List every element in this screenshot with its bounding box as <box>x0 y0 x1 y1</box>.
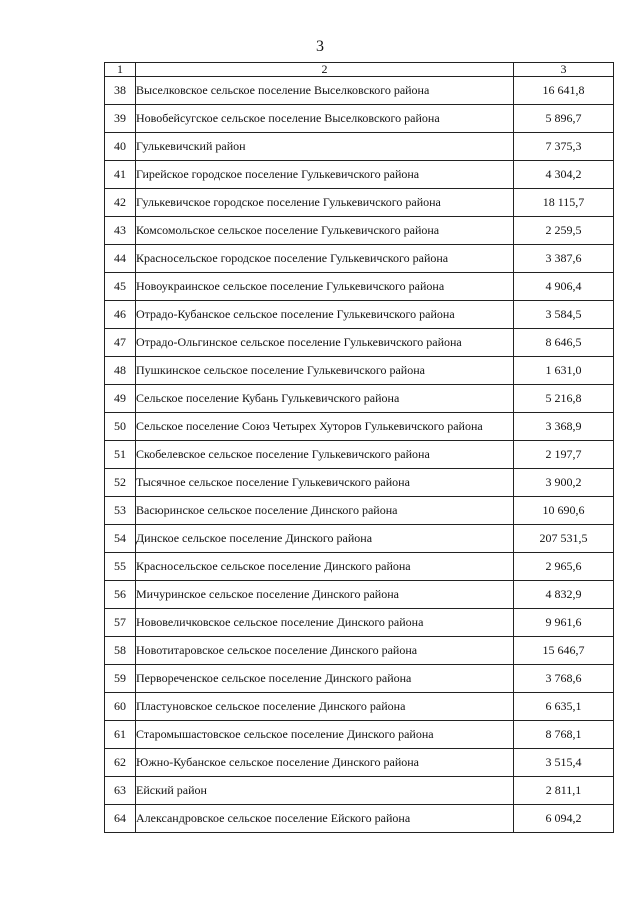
municipality-name-cell: Южно-Кубанское сельское поселение Динского района <box>136 749 514 777</box>
municipality-name-cell: Гирейское городское поселение Гулькевичского района <box>136 161 514 189</box>
row-number-cell: 59 <box>105 665 136 693</box>
table-row <box>105 441 614 469</box>
row-number-cell: 60 <box>105 693 136 721</box>
page-number: 3 <box>316 38 324 55</box>
row-number-cell: 63 <box>105 777 136 805</box>
table-row <box>105 245 614 273</box>
row-number-cell: 64 <box>105 805 136 833</box>
amount-cell: 5 216,8 <box>514 385 614 413</box>
row-number-cell: 43 <box>105 217 136 245</box>
table-row <box>105 329 614 357</box>
row-number-cell: 44 <box>105 245 136 273</box>
table-row <box>105 693 614 721</box>
data-table <box>104 62 614 833</box>
amount-cell: 3 387,6 <box>514 245 614 273</box>
table-row <box>105 777 614 805</box>
municipality-name-cell: Комсомольское сельское поселение Гулькевичского района <box>136 217 514 245</box>
amount-cell: 4 304,2 <box>514 161 614 189</box>
municipality-name-cell: Мичуринское сельское поселение Динского района <box>136 581 514 609</box>
row-number-cell: 50 <box>105 413 136 441</box>
municipality-name-cell: Отрадо-Кубанское сельское поселение Гулькевичского района <box>136 301 514 329</box>
municipality-name-cell: Отрадо-Ольгинское сельское поселение Гулькевичского района <box>136 329 514 357</box>
amount-cell: 2 811,1 <box>514 777 614 805</box>
table-row <box>105 525 614 553</box>
row-number-cell: 42 <box>105 189 136 217</box>
municipality-name-cell: Александровское сельское поселение Ейского района <box>136 805 514 833</box>
row-number-cell: 56 <box>105 581 136 609</box>
municipality-name-cell: Ейский район <box>136 777 514 805</box>
amount-cell: 2 259,5 <box>514 217 614 245</box>
table-row <box>105 469 614 497</box>
municipality-name-cell: Сельское поселение Кубань Гулькевичского района <box>136 385 514 413</box>
municipality-name-cell: Сельское поселение Союз Четырех Хуторов Гулькевичского района <box>136 413 514 441</box>
row-number-cell: 38 <box>105 77 136 105</box>
municipality-name-cell: Пластуновское сельское поселение Динского района <box>136 693 514 721</box>
row-number-cell: 51 <box>105 441 136 469</box>
table-row <box>105 581 614 609</box>
row-number-cell: 54 <box>105 525 136 553</box>
row-number-cell: 39 <box>105 105 136 133</box>
row-number-cell: 48 <box>105 357 136 385</box>
table-row <box>105 217 614 245</box>
table-row <box>105 133 614 161</box>
table-row <box>105 749 614 777</box>
table-row <box>105 721 614 749</box>
amount-cell: 7 375,3 <box>514 133 614 161</box>
amount-cell: 3 584,5 <box>514 301 614 329</box>
municipality-name-cell: Пушкинское сельское поселение Гулькевичского района <box>136 357 514 385</box>
table-row <box>105 413 614 441</box>
municipality-name-cell: Гулькевичский район <box>136 133 514 161</box>
table-row <box>105 273 614 301</box>
municipality-name-cell: Выселковское сельское поселение Выселковского района <box>136 77 514 105</box>
amount-cell: 3 768,6 <box>514 665 614 693</box>
table-row <box>105 161 614 189</box>
table-body <box>105 77 614 833</box>
amount-cell: 16 641,8 <box>514 77 614 105</box>
municipality-name-cell: Красносельское сельское поселение Динского района <box>136 553 514 581</box>
table-row <box>105 189 614 217</box>
municipality-name-cell: Нововеличковское сельское поселение Динского района <box>136 609 514 637</box>
amount-cell: 4 832,9 <box>514 581 614 609</box>
row-number-cell: 45 <box>105 273 136 301</box>
column-header-1: 1 <box>105 63 136 77</box>
row-number-cell: 47 <box>105 329 136 357</box>
amount-cell: 1 631,0 <box>514 357 614 385</box>
municipality-name-cell: Новотитаровское сельское поселение Динского района <box>136 637 514 665</box>
amount-cell: 9 961,6 <box>514 609 614 637</box>
amount-cell: 8 768,1 <box>514 721 614 749</box>
municipality-name-cell: Первореченское сельское поселение Динского района <box>136 665 514 693</box>
table-row <box>105 609 614 637</box>
municipality-name-cell: Красносельское городское поселение Гулькевичского района <box>136 245 514 273</box>
municipality-name-cell: Новоукраинское сельское поселение Гулькевичского района <box>136 273 514 301</box>
amount-cell: 3 900,2 <box>514 469 614 497</box>
municipality-name-cell: Старомышастовское сельское поселение Динского района <box>136 721 514 749</box>
table-row <box>105 553 614 581</box>
table-row <box>105 357 614 385</box>
amount-cell: 10 690,6 <box>514 497 614 525</box>
municipality-name-cell: Новобейсугское сельское поселение Выселковского района <box>136 105 514 133</box>
table-header-row <box>105 63 614 77</box>
table-row <box>105 301 614 329</box>
table-row <box>105 77 614 105</box>
amount-cell: 18 115,7 <box>514 189 614 217</box>
municipality-name-cell: Скобелевское сельское поселение Гулькевичского района <box>136 441 514 469</box>
table-row <box>105 385 614 413</box>
amount-cell: 4 906,4 <box>514 273 614 301</box>
amount-cell: 6 094,2 <box>514 805 614 833</box>
row-number-cell: 57 <box>105 609 136 637</box>
row-number-cell: 62 <box>105 749 136 777</box>
row-number-cell: 61 <box>105 721 136 749</box>
table-row <box>105 105 614 133</box>
row-number-cell: 49 <box>105 385 136 413</box>
amount-cell: 6 635,1 <box>514 693 614 721</box>
municipality-name-cell: Динское сельское поселение Динского района <box>136 525 514 553</box>
amount-cell: 2 197,7 <box>514 441 614 469</box>
column-header-3: 3 <box>514 63 614 77</box>
row-number-cell: 40 <box>105 133 136 161</box>
amount-cell: 15 646,7 <box>514 637 614 665</box>
municipality-name-cell: Васюринское сельское поселение Динского района <box>136 497 514 525</box>
row-number-cell: 58 <box>105 637 136 665</box>
column-header-2: 2 <box>136 63 514 77</box>
row-number-cell: 55 <box>105 553 136 581</box>
amount-cell: 3 368,9 <box>514 413 614 441</box>
table-row <box>105 805 614 833</box>
table-row <box>105 497 614 525</box>
row-number-cell: 41 <box>105 161 136 189</box>
row-number-cell: 46 <box>105 301 136 329</box>
municipality-name-cell: Тысячное сельское поселение Гулькевичского района <box>136 469 514 497</box>
amount-cell: 8 646,5 <box>514 329 614 357</box>
row-number-cell: 52 <box>105 469 136 497</box>
municipality-name-cell: Гулькевичское городское поселение Гулькевичского района <box>136 189 514 217</box>
amount-cell: 207 531,5 <box>514 525 614 553</box>
row-number-cell: 53 <box>105 497 136 525</box>
amount-cell: 2 965,6 <box>514 553 614 581</box>
table-row <box>105 665 614 693</box>
amount-cell: 5 896,7 <box>514 105 614 133</box>
amount-cell: 3 515,4 <box>514 749 614 777</box>
table-row <box>105 637 614 665</box>
